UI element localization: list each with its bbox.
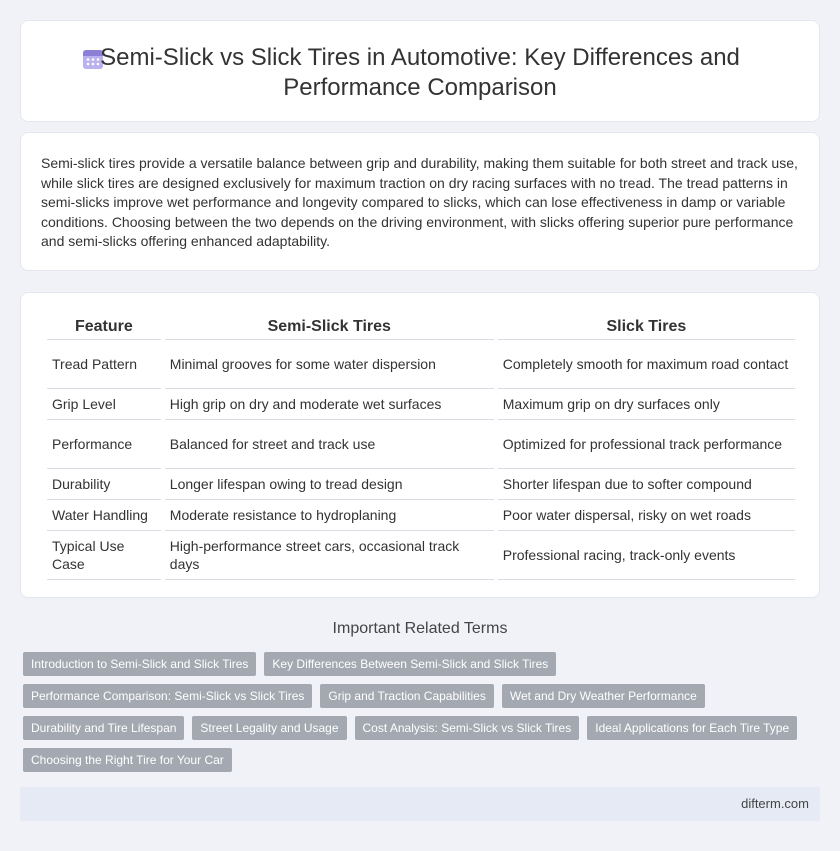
tag-row — [23, 716, 813, 740]
related-term-link[interactable]: Key Differences Between Semi-Slick and Slick Tires — [264, 652, 556, 676]
table-row — [47, 389, 795, 420]
table-cell: Longer lifespan owing to tread design — [165, 469, 494, 500]
table-row — [47, 469, 795, 500]
table-cell: Minimal grooves for some water dispersion — [165, 340, 494, 389]
table-row — [47, 340, 795, 389]
footer-brand[interactable]: difterm.com — [741, 796, 809, 811]
table-cell: Moderate resistance to hydroplaning — [165, 500, 494, 531]
related-term-link[interactable]: Ideal Applications for Each Tire Type — [587, 716, 797, 740]
related-term-link[interactable]: Durability and Tire Lifespan — [23, 716, 184, 740]
table-cell: Durability — [47, 469, 161, 500]
comparison-table — [43, 309, 799, 580]
table-cell: Tread Pattern — [47, 340, 161, 389]
related-term-link[interactable]: Choosing the Right Tire for Your Car — [23, 748, 232, 772]
page-title-line-1: Semi-Slick vs Slick Tires in Automotive: Key Differences and — [100, 44, 740, 71]
table-cell: Maximum grip on dry surfaces only — [498, 389, 795, 420]
table-row — [47, 531, 795, 580]
table-cell: Water Handling — [47, 500, 161, 531]
summary-text: Semi-slick tires provide a versatile balance between grip and durability, making them suitable for both street and track use, while slick tires are designed exclusively for maximum traction on dry racing surfaces with no tread. The tread patterns in semi-slicks improve wet performance and longevity compared to slicks, which can lose effectiveness in damp or variable conditions. Choosing between the two depends on the driving environment, with slicks offering superior pure performance and semi-slicks offering enhanced adaptability. — [41, 155, 798, 249]
table-cell: Performance — [47, 420, 161, 469]
table-row — [47, 420, 795, 469]
page-title-line-2: Performance Comparison — [283, 74, 557, 101]
table-cell: Optimized for professional track performance — [498, 420, 795, 469]
related-term-link[interactable]: Street Legality and Usage — [192, 716, 346, 740]
comparison-table-card — [20, 292, 820, 598]
tag-row — [23, 684, 813, 708]
table-cell: Completely smooth for maximum road contact — [498, 340, 795, 389]
page-title — [21, 43, 819, 103]
related-terms-heading: Important Related Terms — [332, 620, 508, 637]
related-term-link[interactable]: Introduction to Semi-Slick and Slick Tires — [23, 652, 256, 676]
footer — [20, 787, 820, 821]
header-semi-slick: Semi-Slick Tires — [165, 309, 494, 340]
tag-row — [23, 748, 813, 772]
related-terms-list — [23, 652, 813, 780]
table-header-row — [47, 309, 795, 340]
related-term-link[interactable]: Wet and Dry Weather Performance — [502, 684, 705, 708]
table-cell: High-performance street cars, occasional track days — [165, 531, 494, 580]
related-term-link[interactable]: Cost Analysis: Semi-Slick vs Slick Tires — [355, 716, 580, 740]
header-feature: Feature — [47, 309, 161, 340]
table-cell: Professional racing, track-only events — [498, 531, 795, 580]
table-cell: Grip Level — [47, 389, 161, 420]
table-cell: High grip on dry and moderate wet surfaces — [165, 389, 494, 420]
tag-row — [23, 652, 813, 676]
table-row — [47, 500, 795, 531]
summary-card — [20, 132, 820, 271]
related-term-link[interactable]: Performance Comparison: Semi-Slick vs Slick Tires — [23, 684, 312, 708]
header-slick: Slick Tires — [498, 309, 795, 340]
table-cell: Typical Use Case — [47, 531, 161, 580]
table-cell: Balanced for street and track use — [165, 420, 494, 469]
related-term-link[interactable]: Grip and Traction Capabilities — [320, 684, 493, 708]
table-cell: Poor water dispersal, risky on wet roads — [498, 500, 795, 531]
title-card — [20, 20, 820, 122]
table-cell: Shorter lifespan due to softer compound — [498, 469, 795, 500]
